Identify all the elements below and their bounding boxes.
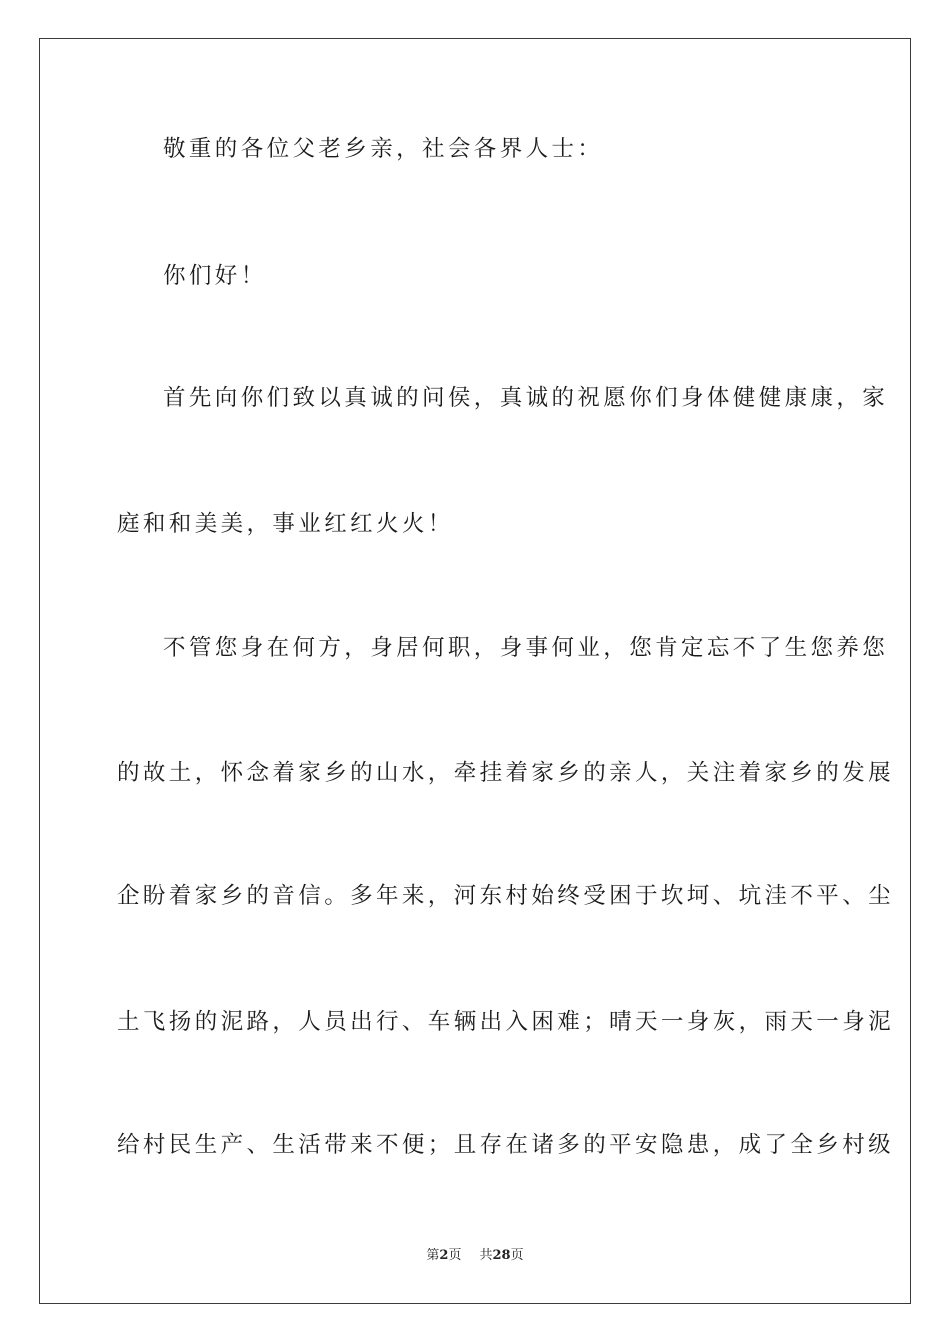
paragraph-2-line-2: 的故土，怀念着家乡的山水，牵挂着家乡的亲人，关注着家乡的发展 bbox=[117, 760, 895, 786]
paragraph-2-line-3: 企盼着家乡的音信。多年来，河东村始终受困于坎坷、坑洼不平、尘 bbox=[117, 883, 895, 909]
paragraph-2-line-5: 给村民生产、生活带来不便；且存在诸多的平安隐患，成了全乡村级 bbox=[117, 1132, 895, 1158]
total-suffix: 页 bbox=[510, 1248, 524, 1263]
page-suffix: 页 bbox=[448, 1248, 462, 1263]
page-footer bbox=[0, 1247, 950, 1265]
paragraph-2-line-4: 土飞扬的泥路，人员出行、车辆出入困难；晴天一身灰，雨天一身泥 bbox=[117, 1009, 895, 1035]
salutation-line: 敬重的各位父老乡亲，社会各界人士： bbox=[163, 136, 604, 162]
page-prefix: 第 bbox=[426, 1248, 440, 1263]
paragraph-2-line-1: 不管您身在何方，身居何职，身事何业，您肯定忘不了生您养您 bbox=[163, 635, 889, 661]
total-prefix: 共 bbox=[479, 1248, 493, 1263]
greeting-line: 你们好！ bbox=[163, 263, 267, 289]
paragraph-1-line-1: 首先向你们致以真诚的问侯，真诚的祝愿你们身体健健康康，家 bbox=[163, 385, 889, 411]
page-number: 2 bbox=[439, 1248, 449, 1263]
paragraph-1-line-2: 庭和和美美，事业红红火火！ bbox=[117, 511, 454, 537]
page-border bbox=[39, 38, 911, 1304]
total-pages: 28 bbox=[492, 1248, 511, 1263]
